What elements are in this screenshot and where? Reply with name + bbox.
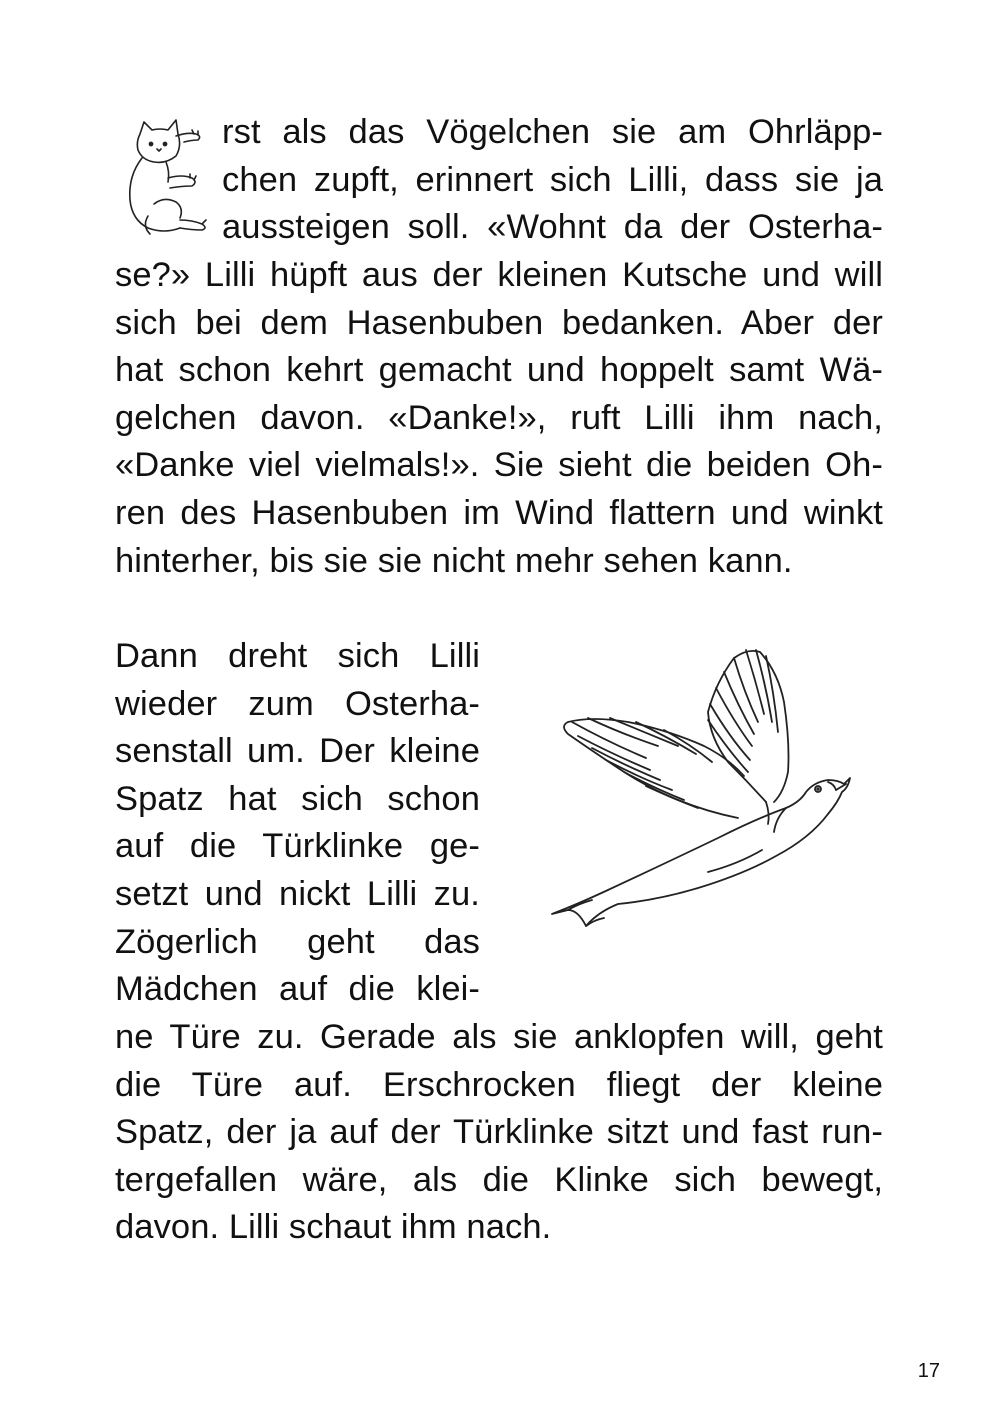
paragraph-1-body bbox=[115, 252, 883, 585]
paragraph-1-indented bbox=[222, 109, 883, 252]
text-line: auf die Türklinke ge- bbox=[115, 827, 480, 866]
text-line: die Türe auf. Erschrocken fliegt der kleine bbox=[115, 1065, 883, 1104]
text-line: tergefallen wäre, als die Klinke sich bewegt, bbox=[115, 1160, 883, 1199]
sparrow-illustration bbox=[548, 642, 860, 938]
text-line: Zögerlich geht das bbox=[115, 922, 480, 961]
text-line: setzt und nickt Lilli zu. bbox=[115, 874, 480, 913]
text-line: hinterher, bis sie sie nicht mehr sehen kann. bbox=[115, 541, 793, 580]
text-line: senstall um. Der kleine bbox=[115, 732, 480, 771]
text-line: Spatz hat sich schon bbox=[115, 779, 480, 818]
text-line: sich bei dem Hasenbuben bedanken. Aber der bbox=[115, 303, 883, 342]
text-line: ne Türe zu. Gerade als sie anklopfen will, geht bbox=[115, 1018, 883, 1056]
text-line: ren des Hasenbuben im Wind flattern und winkt bbox=[115, 493, 883, 532]
text-line: rst als das Vögelchen sie am Ohrläpp- bbox=[222, 113, 883, 151]
text-line: wieder zum Osterha- bbox=[115, 684, 480, 723]
text-line: se?» Lilli hüpft aus der kleinen Kutsche und will bbox=[115, 256, 883, 294]
text-line: gelchen davon. «Danke!», ruft Lilli ihm nach, bbox=[115, 398, 883, 437]
cat-drop-cap-icon bbox=[118, 116, 218, 242]
text-line: «Danke viel vielmals!». Sie sieht die beiden Oh- bbox=[115, 446, 883, 485]
text-line: chen zupft, erinnert sich Lilli, dass sie ja bbox=[222, 160, 883, 199]
text-line: hat schon kehrt gemacht und hoppelt samt Wä- bbox=[115, 351, 883, 390]
paragraph-2-body bbox=[115, 1014, 883, 1252]
text-line: Spatz, der ja auf der Türklinke sitzt und fast run- bbox=[115, 1113, 883, 1152]
paragraph-2-narrow bbox=[115, 633, 480, 1014]
text-line: Mädchen auf die klei- bbox=[115, 970, 480, 1009]
text-line: aussteigen soll. «Wohnt da der Osterha- bbox=[222, 208, 883, 247]
text-line: Dann dreht sich Lilli bbox=[115, 637, 480, 675]
page-number: 17 bbox=[917, 1360, 940, 1382]
text-line: davon. Lilli schaut ihm nach. bbox=[115, 1208, 552, 1247]
